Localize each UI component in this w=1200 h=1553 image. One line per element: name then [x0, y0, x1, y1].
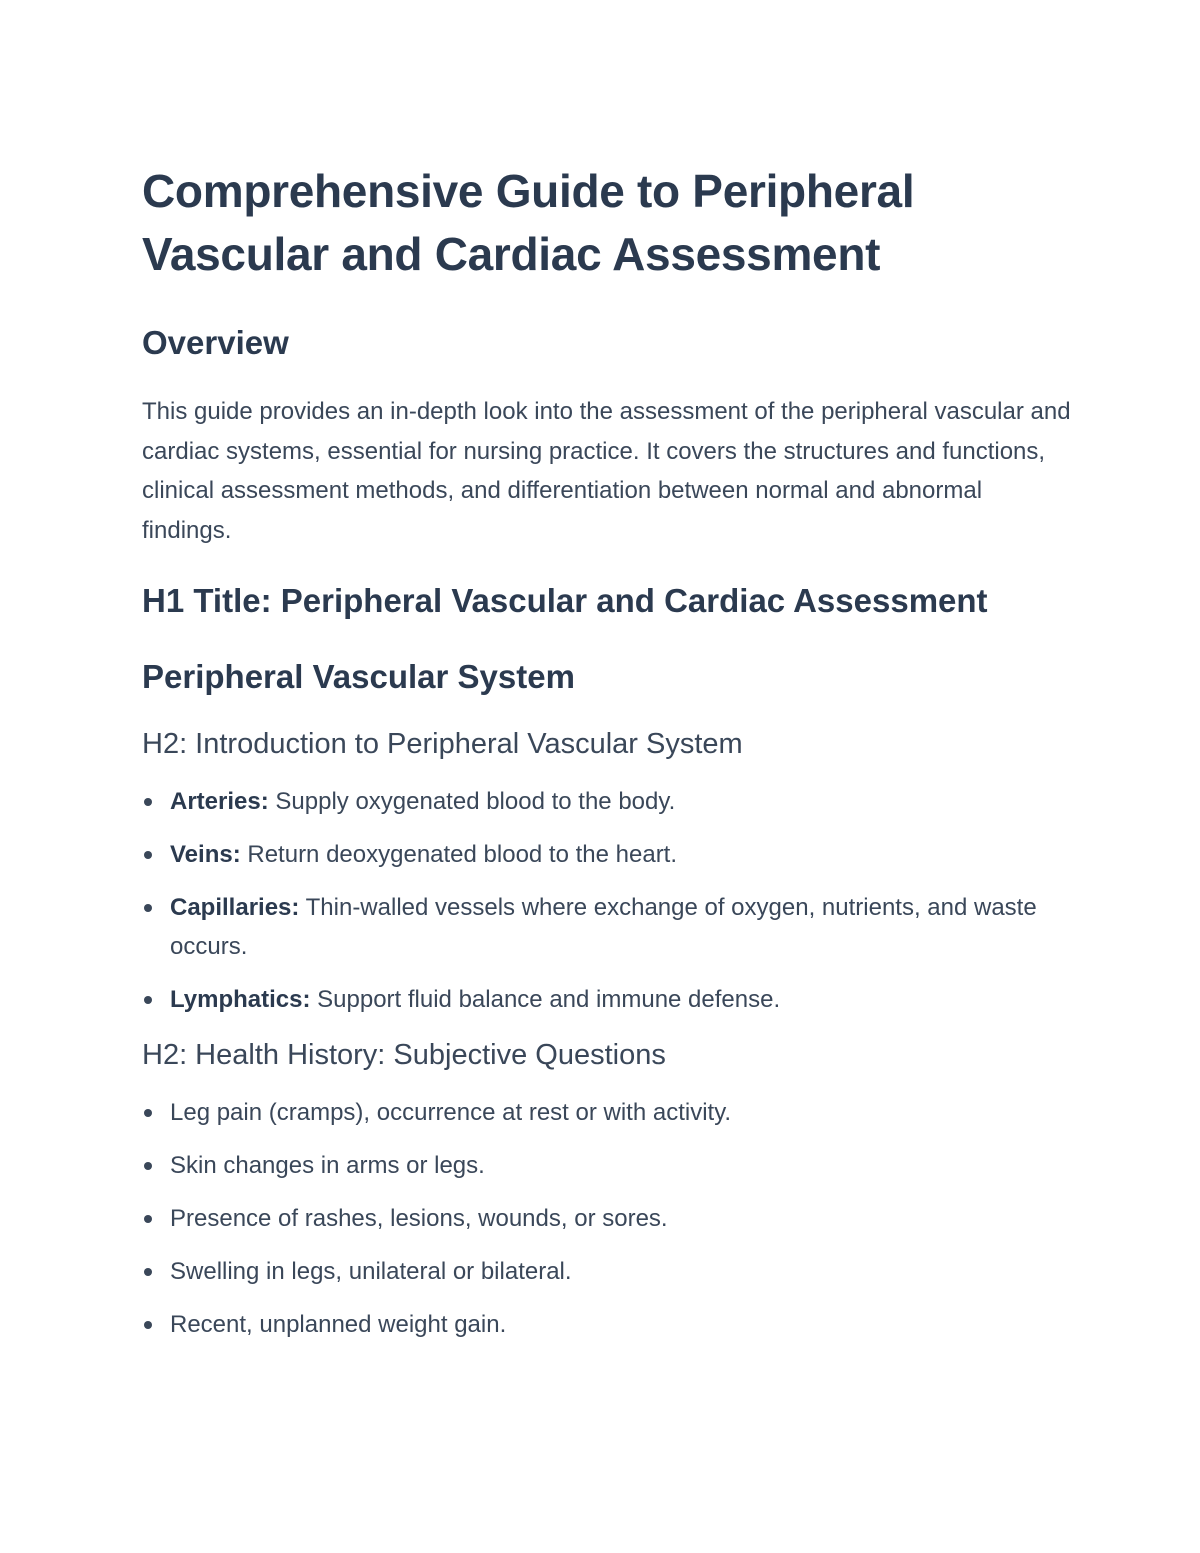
item-text: Skin changes in arms or legs.: [170, 1152, 485, 1179]
list-item: [142, 782, 1072, 821]
bullet-icon: [144, 851, 152, 859]
item-text: Swelling in legs, unilateral or bilateral.: [170, 1258, 572, 1285]
item-text: Support fluid balance and immune defense.: [310, 986, 781, 1013]
health-history-subheading: H2: Health History: Subjective Questions: [142, 1039, 666, 1071]
vessel-types-list: [142, 782, 1072, 1019]
list-item: [142, 1093, 1072, 1132]
item-term: Veins:: [170, 841, 241, 868]
list-item: [142, 1199, 1072, 1238]
item-text: Thin-walled vessels where exchange of oxygen, nutrients, and waste occurs.: [170, 894, 1037, 960]
list-item: [142, 980, 1072, 1019]
bullet-icon: [144, 1268, 152, 1276]
bullet-icon: [144, 1162, 152, 1170]
intro-subheading: H2: Introduction to Peripheral Vascular System: [142, 728, 743, 760]
item-text: Leg pain (cramps), occurrence at rest or with activity.: [170, 1099, 732, 1126]
overview-heading: Overview: [142, 324, 289, 361]
item-text: Recent, unplanned weight gain.: [170, 1311, 507, 1338]
bullet-icon: [144, 1109, 152, 1117]
document-page: [142, 160, 1072, 1358]
subjective-questions-list: [142, 1093, 1072, 1344]
bullet-icon: [144, 798, 152, 806]
bullet-icon: [144, 904, 152, 912]
bullet-icon: [144, 996, 152, 1004]
list-item: [142, 1252, 1072, 1291]
item-term: Arteries:: [170, 788, 269, 815]
list-item: [142, 1146, 1072, 1185]
peripheral-vascular-system-heading: Peripheral Vascular System: [142, 658, 575, 695]
document-title: Comprehensive Guide to Peripheral Vascular and Cardiac Assessment: [142, 165, 915, 280]
h1-title-heading: H1 Title: Peripheral Vascular and Cardiac Assessment: [142, 582, 988, 619]
item-term: Lymphatics:: [170, 986, 311, 1013]
item-text: Return deoxygenated blood to the heart.: [240, 841, 678, 868]
list-item: [142, 1305, 1072, 1344]
bullet-icon: [144, 1321, 152, 1329]
item-text: Supply oxygenated blood to the body.: [268, 788, 676, 815]
list-item: [142, 835, 1072, 874]
list-item: [142, 888, 1072, 966]
bullet-icon: [144, 1215, 152, 1223]
item-text: Presence of rashes, lesions, wounds, or sores.: [170, 1205, 668, 1232]
item-term: Capillaries:: [170, 894, 300, 921]
overview-paragraph: This guide provides an in-depth look into the assessment of the peripheral vascular and cardiac systems, essential for nursing practice. It covers the structures and functions, clinical assessment methods, and differentiation between normal and abnormal findings.: [142, 398, 1071, 544]
